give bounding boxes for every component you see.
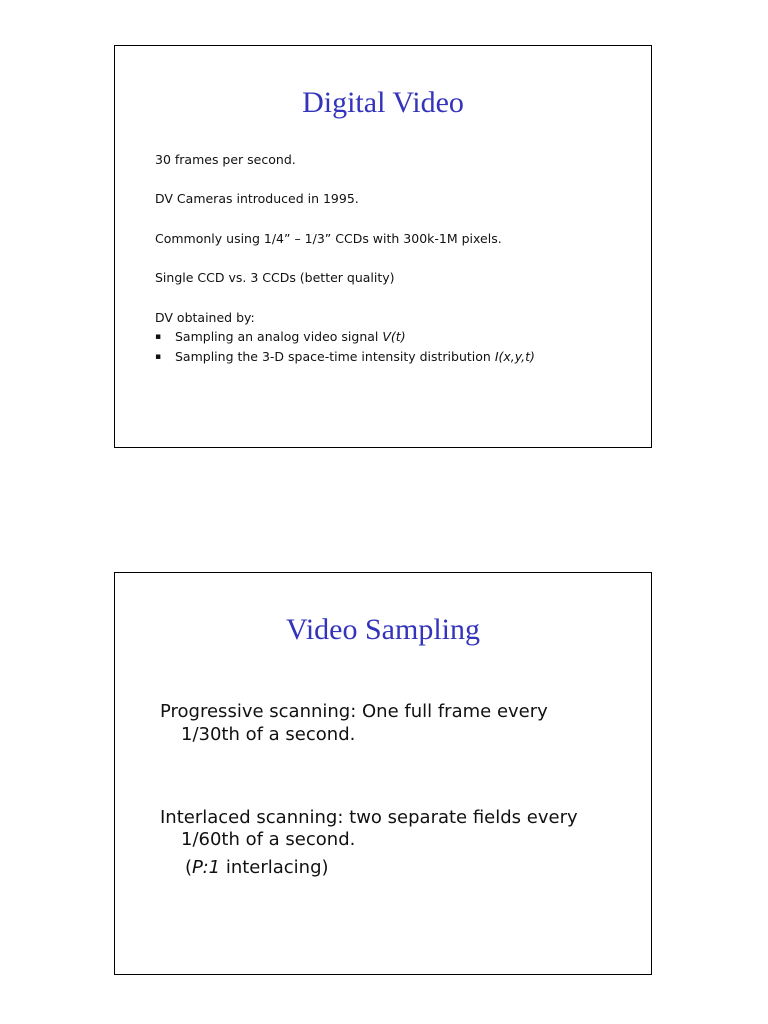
bullet-icon: ▪ [155,332,162,342]
slide-title: Digital Video [302,86,464,119]
note-rest: interlacing) [220,857,329,878]
bullet-item [155,329,406,344]
note-open-paren: ( [185,857,193,878]
interlaced-line-2: 1/60th of a second. [181,829,356,850]
bullet-item [155,349,535,364]
text-line: DV Cameras introduced in 1995. [155,191,359,206]
bullet-text: Sampling an analog video signal [175,329,383,344]
progressive-line-1: Progressive scanning: One full frame every [160,701,548,722]
text-line: DV obtained by: [155,310,255,325]
slide-video-sampling [114,572,652,975]
bullet-icon: ▪ [155,352,162,362]
slide-digital-video [114,45,652,448]
note-italic: P:1 [192,857,221,878]
progressive-line-2: 1/30th of a second. [181,724,356,745]
interlacing-note [185,857,329,878]
text-line: 30 frames per second. [155,152,296,167]
bullet-italic-text: I(x,y,t) [494,349,535,364]
bullet-text: Sampling the 3-D space-time intensity distribution [175,349,495,364]
interlaced-line-1: Interlaced scanning: two separate fields every [160,807,578,828]
text-line: Commonly using 1/4” – 1/3” CCDs with 300k-1M pixels. [155,231,502,246]
slide-title: Video Sampling [285,613,481,646]
bullet-italic-text: V(t) [382,329,406,344]
text-line: Single CCD vs. 3 CCDs (better quality) [155,270,395,285]
